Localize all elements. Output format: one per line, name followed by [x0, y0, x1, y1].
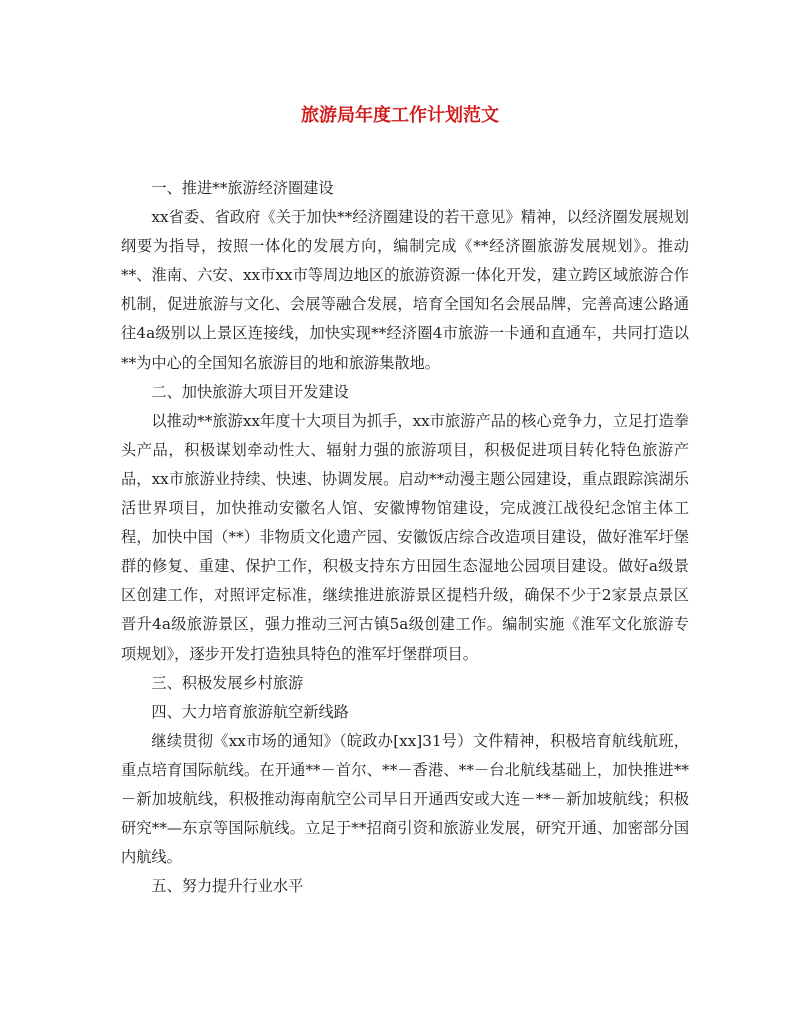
section-heading-4: 四、大力培育旅游航空新线路	[151, 702, 349, 721]
section-heading-1: 一、推进**旅游经济圈建设	[151, 179, 334, 197]
document-title: 旅游局年度工作计划范文	[301, 105, 499, 126]
paragraph-1: xx省委、省政府《关于加快**经济圈建设的若干意见》精神，以经济圈发展规划纲要为指导，按照一体化的发展方向，编制完成《**经济圈旅游发展规划》。推动**、淮南、六安、xx市xx市等周边地区的旅游资源一体化开发，建立跨区域旅游合作机制，促进旅游与文化、会展等融合发展，培育全国知名会展品牌，完善高速公路通往4a级别以上景区连接线，加快实现**经济圈4市旅游一卡通和直通车，共同打造以**为中心的全国知名旅游目的地和旅游集散地。	[121, 208, 689, 372]
section-heading-3: 三、积极发展乡村旅游	[151, 673, 304, 692]
paragraph-2: 以推动**旅游xx年度十大项目为抓手，xx市旅游产品的核心竞争力，立足打造拳头产品，积极谋划牵动性大、辐射力强的旅游项目，积极促进项目转化特色旅游产品，xx市旅游业持续、快速、协调发展。启动**动漫主题公园建设，重点跟踪滨湖乐活世界项目，加快推动安徽名人馆、安徽博物馆建设，完成渡江战役纪念馆主体工程，加快中国（**）非物质文化遗产园、安徽饭店综合改造项目建设，做好淮军圩堡群的修复、重建、保护工作，积极支持东方田园生态湿地公园项目建设。做好a级景区创建工作，对照评定标准，继续推进旅游景区提档升级，确保不少于2家景点景区晋升4a级旅游景区，强力推动三河古镇5a级创建工作。编制实施《淮军文化旅游专项规划》，逐步开发打造独具特色的淮军圩堡群项目。	[121, 411, 689, 663]
section-heading-5: 五、努力提升行业水平	[151, 877, 304, 896]
paragraph-4: 继续贯彻《xx市场的通知》（皖政办[xx]31号）文件精神，积极培育航线航班，重点培育国际航线。在开通**－首尔、**－香港、**－台北航线基础上，加快推进**－新加坡航线，积极推动海南航空公司早日开通西安或大连－**－新加坡航线；积极研究**—东京等国际航线。立足于**招商引资和旅游业发展，研究开通、加密部分国内航线。	[121, 731, 689, 867]
document-body	[121, 174, 689, 901]
section-heading-2: 二、加快旅游大项目开发建设	[151, 382, 349, 401]
